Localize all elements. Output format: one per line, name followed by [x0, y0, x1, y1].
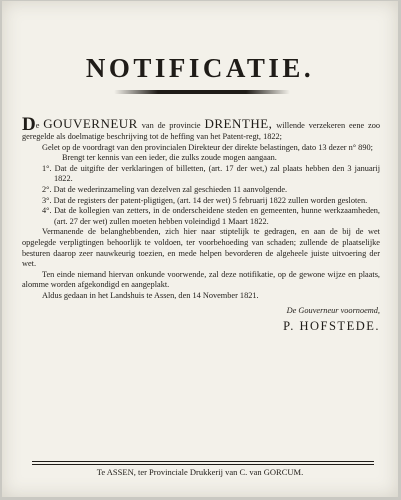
printer-footer: Te ASSEN, ter Provinciale Drukkerij van C. van GORCUM.: [96, 467, 304, 477]
intro-initial-rest: e: [35, 121, 40, 130]
signature-name: P. HOFSTEDE.: [283, 319, 380, 334]
document-body: [22, 114, 381, 334]
title-ornament-rule: [114, 90, 290, 94]
teneinde-paragraph: Ten einde niemand hiervan onkunde voorwende, zal deze notifikatie, op de gewone wijze en plaats, alomme worden afgekondigd en aangeplakt.: [22, 269, 380, 290]
list-item: 1°. Dat de uitgifte der verklaringen of billetten, (art. 17 der wet,) zal plaats hebben den 3 januarij 1822.: [42, 163, 380, 184]
brengt-paragraph: Brengt ter kennis van een ieder, die zulks zoude mogen aangaan.: [62, 153, 277, 163]
aldus-paragraph: Aldus gedaan in het Landshuis te Assen, den 14 November 1821.: [42, 290, 259, 300]
vermanende-paragraph: Vermanende de belanghebbenden, zich hier naar stiptelijk te gedragen, en aan de bij de wet opgelegde verpligtingen behoorlijk te voldoen, ter voorbehoeding van schaden; zullende de plaatselijke besturen daarop zeer nauwkeurig toezien, en mede helpen bevorderen de algeheele juiste uitvoering der wet.: [22, 227, 380, 269]
list-item: 3°. Dat de registers der patent-pligtigen, (art. 14 der wet) 5 februarij 1822 zullen worden gesloten.: [42, 195, 368, 205]
intro-heading: GOUVERNEUR: [43, 116, 138, 131]
gelet-paragraph: Gelet op de voordragt van den provincialen Direkteur der direkte belastingen, dato 13 dezer n° 890;: [42, 142, 373, 152]
document-sheet: [2, 1, 398, 497]
footer-rule: [32, 461, 374, 462]
intro-text: willende verzekeren eene zoo geregelde als doelmatige beschrijving tot de heffing van het Patent-regt, 1822;: [22, 121, 381, 141]
document-title: NOTIFICATIE.: [85, 53, 315, 83]
list-item: 2°. Dat de wederinzameling van dezelven zal geschieden 11 aanvolgende.: [42, 184, 288, 194]
intro-mid: van de provincie: [141, 121, 201, 130]
intro-initial: D: [22, 114, 36, 135]
intro-paragraph: [22, 114, 381, 143]
signature-line: De Gouverneur voornoemd,: [286, 305, 380, 315]
footer-rule: [32, 464, 374, 465]
list-item: 4°. Dat de kollegien van zetters, in de onderscheidene steden en gemeenten, hunne werkzaamheden, (art. 27 der wet) zullen moeten hebben voleindigd 1 Maart 1822.: [42, 206, 380, 226]
intro-province: DRENTHE,: [204, 116, 273, 131]
